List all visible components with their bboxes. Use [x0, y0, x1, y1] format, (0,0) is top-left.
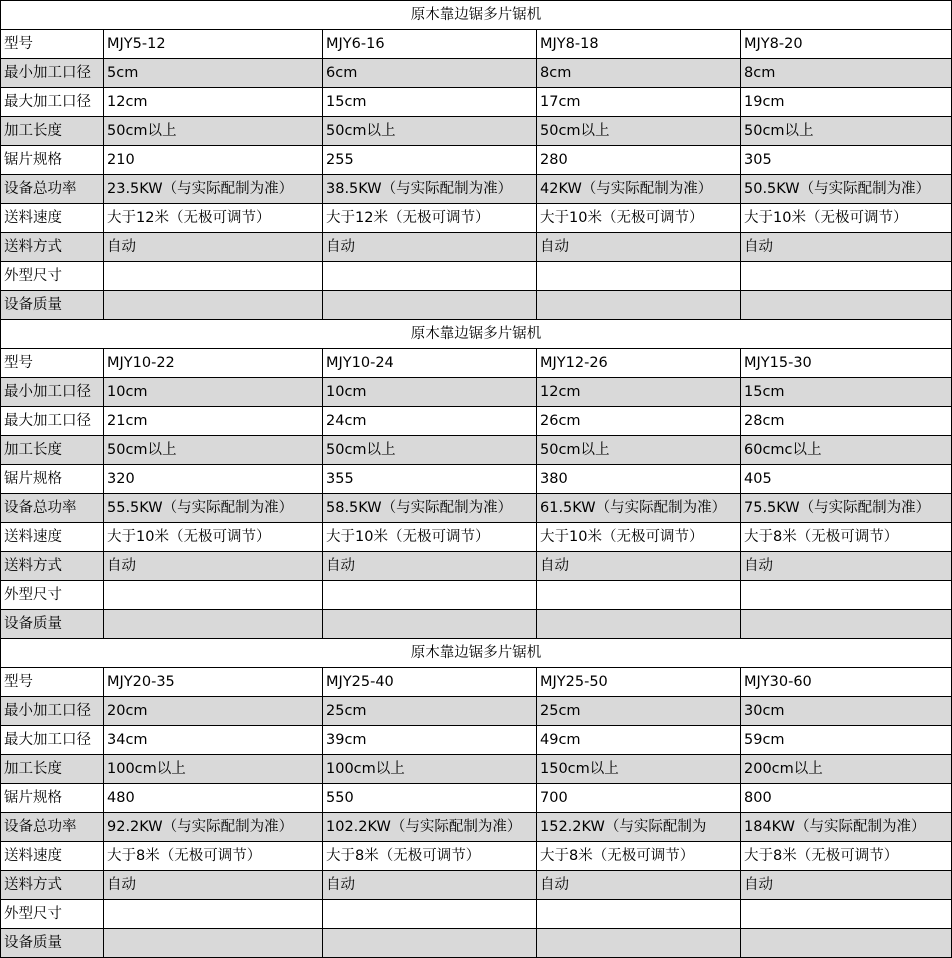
table-cell: 10cm [323, 378, 537, 407]
table-cell [537, 291, 741, 320]
row-label: 锯片规格 [1, 146, 104, 175]
table-cell: 75.5KW（与实际配制为准） [741, 494, 952, 523]
row-label: 型号 [1, 668, 104, 697]
table-cell [741, 291, 952, 320]
table-cell: 自动 [104, 233, 323, 262]
table-cell: 550 [323, 784, 537, 813]
table-cell: 20cm [104, 697, 323, 726]
row-label: 送料速度 [1, 204, 104, 233]
table-cell: 6cm [323, 59, 537, 88]
table-cell: MJY6-16 [323, 30, 537, 59]
table-cell: 30cm [741, 697, 952, 726]
table-row [1, 30, 952, 59]
table-cell [323, 900, 537, 929]
table-row [1, 813, 952, 842]
table-cell: 自动 [104, 552, 323, 581]
table-row [1, 59, 952, 88]
table-cell: 280 [537, 146, 741, 175]
table-row [1, 291, 952, 320]
table-cell: 自动 [537, 871, 741, 900]
table-cell: 24cm [323, 407, 537, 436]
table-cell: 355 [323, 465, 537, 494]
section-title-row [1, 639, 952, 668]
table-cell [323, 581, 537, 610]
table-cell: MJY8-20 [741, 30, 952, 59]
table-cell [104, 581, 323, 610]
table-cell [537, 581, 741, 610]
row-label: 设备总功率 [1, 813, 104, 842]
table-row [1, 581, 952, 610]
row-label: 设备总功率 [1, 494, 104, 523]
table-row [1, 349, 952, 378]
table-cell: 50cm以上 [537, 436, 741, 465]
table-cell: 大于10米（无极可调节） [537, 204, 741, 233]
table-row [1, 842, 952, 871]
table-row [1, 929, 952, 958]
table-cell: 200cm以上 [741, 755, 952, 784]
table-cell: 50.5KW（与实际配制为准） [741, 175, 952, 204]
row-label: 外型尺寸 [1, 900, 104, 929]
table-cell: 大于8米（无极可调节） [323, 842, 537, 871]
section-title: 原木靠边锯多片锯机 [1, 639, 952, 668]
table-cell: 480 [104, 784, 323, 813]
table-cell: 5cm [104, 59, 323, 88]
table-cell [741, 581, 952, 610]
row-label: 设备质量 [1, 291, 104, 320]
row-label: 最大加工口径 [1, 88, 104, 117]
table-row [1, 204, 952, 233]
table-cell: 大于8米（无极可调节） [537, 842, 741, 871]
table-cell: 42KW（与实际配制为准） [537, 175, 741, 204]
row-label: 型号 [1, 349, 104, 378]
table-cell: 大于8米（无极可调节） [104, 842, 323, 871]
row-label: 加工长度 [1, 117, 104, 146]
table-cell: 59cm [741, 726, 952, 755]
table-cell: 8cm [537, 59, 741, 88]
table-cell: 19cm [741, 88, 952, 117]
table-cell [323, 929, 537, 958]
table-cell: 100cm以上 [104, 755, 323, 784]
table-cell: 大于8米（无极可调节） [741, 523, 952, 552]
table-row [1, 407, 952, 436]
table-row [1, 175, 952, 204]
table-cell: MJY8-18 [537, 30, 741, 59]
table-row [1, 668, 952, 697]
table-cell: 320 [104, 465, 323, 494]
table-row [1, 146, 952, 175]
table-cell: 自动 [323, 233, 537, 262]
table-cell: 50cm以上 [323, 117, 537, 146]
table-cell: 自动 [323, 871, 537, 900]
table-cell [741, 900, 952, 929]
row-label: 最小加工口径 [1, 378, 104, 407]
table-cell [537, 262, 741, 291]
table-cell: 184KW（与实际配制为准） [741, 813, 952, 842]
table-row [1, 726, 952, 755]
table-cell: MJY15-30 [741, 349, 952, 378]
row-label: 型号 [1, 30, 104, 59]
table-cell [537, 929, 741, 958]
table-cell: 380 [537, 465, 741, 494]
table-cell: 50cm以上 [104, 117, 323, 146]
table-cell: 大于12米（无极可调节） [104, 204, 323, 233]
table-row [1, 784, 952, 813]
table-cell: 自动 [323, 552, 537, 581]
table-row [1, 233, 952, 262]
table-row [1, 378, 952, 407]
table-cell: MJY25-50 [537, 668, 741, 697]
table-cell: 自动 [537, 552, 741, 581]
table-cell: MJY30-60 [741, 668, 952, 697]
table-cell: MJY10-22 [104, 349, 323, 378]
table-row [1, 697, 952, 726]
row-label: 最大加工口径 [1, 407, 104, 436]
table-cell [537, 900, 741, 929]
table-cell: 15cm [323, 88, 537, 117]
section-title: 原木靠边锯多片锯机 [1, 1, 952, 30]
row-label: 送料速度 [1, 842, 104, 871]
table-cell: 49cm [537, 726, 741, 755]
table-cell: 大于10米（无极可调节） [537, 523, 741, 552]
table-cell: 38.5KW（与实际配制为准） [323, 175, 537, 204]
table-cell: 210 [104, 146, 323, 175]
table-cell: 700 [537, 784, 741, 813]
table-cell: 34cm [104, 726, 323, 755]
table-cell: 8cm [741, 59, 952, 88]
section-title: 原木靠边锯多片锯机 [1, 320, 952, 349]
table-cell [741, 610, 952, 639]
table-cell: 50cm以上 [323, 436, 537, 465]
table-cell: 55.5KW（与实际配制为准） [104, 494, 323, 523]
table-cell [537, 610, 741, 639]
table-cell: 50cm以上 [537, 117, 741, 146]
section-title-row [1, 1, 952, 30]
table-cell: 150cm以上 [537, 755, 741, 784]
table-cell: MJY5-12 [104, 30, 323, 59]
section-title-row [1, 320, 952, 349]
table-cell: 152.2KW（与实际配制为 [537, 813, 741, 842]
table-cell [323, 262, 537, 291]
row-label: 送料速度 [1, 523, 104, 552]
table-row [1, 465, 952, 494]
table-row [1, 552, 952, 581]
table-cell: 255 [323, 146, 537, 175]
table-cell: MJY25-40 [323, 668, 537, 697]
table-cell: 17cm [537, 88, 741, 117]
table-cell: 61.5KW（与实际配制为准） [537, 494, 741, 523]
table-cell [104, 929, 323, 958]
table-cell: 60cmc以上 [741, 436, 952, 465]
table-cell: 26cm [537, 407, 741, 436]
row-label: 加工长度 [1, 436, 104, 465]
row-label: 送料方式 [1, 233, 104, 262]
table-cell [741, 262, 952, 291]
table-cell: 大于10米（无极可调节） [323, 523, 537, 552]
table-cell: 15cm [741, 378, 952, 407]
table-cell: 12cm [104, 88, 323, 117]
row-label: 送料方式 [1, 552, 104, 581]
table-row [1, 494, 952, 523]
row-label: 外型尺寸 [1, 581, 104, 610]
table-cell: 50cm以上 [741, 117, 952, 146]
table-cell: 自动 [741, 871, 952, 900]
table-cell: 自动 [741, 552, 952, 581]
row-label: 锯片规格 [1, 784, 104, 813]
table-cell [323, 291, 537, 320]
table-row [1, 262, 952, 291]
table-cell [741, 929, 952, 958]
table-cell: 305 [741, 146, 952, 175]
row-label: 加工长度 [1, 755, 104, 784]
table-cell: 大于10米（无极可调节） [104, 523, 323, 552]
table-cell: 12cm [537, 378, 741, 407]
spec-table-body [1, 1, 952, 958]
table-cell: MJY12-26 [537, 349, 741, 378]
table-row [1, 755, 952, 784]
row-label: 外型尺寸 [1, 262, 104, 291]
table-row [1, 523, 952, 552]
table-cell: MJY10-24 [323, 349, 537, 378]
table-cell [104, 610, 323, 639]
table-cell: 28cm [741, 407, 952, 436]
table-cell: 800 [741, 784, 952, 813]
row-label: 最小加工口径 [1, 59, 104, 88]
table-cell [104, 291, 323, 320]
table-cell: 405 [741, 465, 952, 494]
table-cell: 21cm [104, 407, 323, 436]
table-cell: 39cm [323, 726, 537, 755]
row-label: 锯片规格 [1, 465, 104, 494]
table-cell: 自动 [741, 233, 952, 262]
table-cell [323, 610, 537, 639]
table-cell: 23.5KW（与实际配制为准） [104, 175, 323, 204]
table-cell: MJY20-35 [104, 668, 323, 697]
table-row [1, 900, 952, 929]
table-cell: 大于12米（无极可调节） [323, 204, 537, 233]
table-row [1, 117, 952, 146]
table-row [1, 871, 952, 900]
table-cell: 50cm以上 [104, 436, 323, 465]
row-label: 设备质量 [1, 929, 104, 958]
table-cell: 大于10米（无极可调节） [741, 204, 952, 233]
table-row [1, 610, 952, 639]
table-cell [104, 900, 323, 929]
table-cell: 92.2KW（与实际配制为准） [104, 813, 323, 842]
row-label: 最大加工口径 [1, 726, 104, 755]
table-row [1, 436, 952, 465]
row-label: 送料方式 [1, 871, 104, 900]
table-cell [104, 262, 323, 291]
table-cell: 25cm [537, 697, 741, 726]
table-cell: 10cm [104, 378, 323, 407]
table-row [1, 88, 952, 117]
table-cell: 大于8米（无极可调节） [741, 842, 952, 871]
table-cell: 自动 [104, 871, 323, 900]
table-cell: 100cm以上 [323, 755, 537, 784]
table-cell: 25cm [323, 697, 537, 726]
row-label: 设备质量 [1, 610, 104, 639]
table-cell: 102.2KW（与实际配制为准） [323, 813, 537, 842]
row-label: 最小加工口径 [1, 697, 104, 726]
table-cell: 58.5KW（与实际配制为准） [323, 494, 537, 523]
table-cell: 自动 [537, 233, 741, 262]
row-label: 设备总功率 [1, 175, 104, 204]
